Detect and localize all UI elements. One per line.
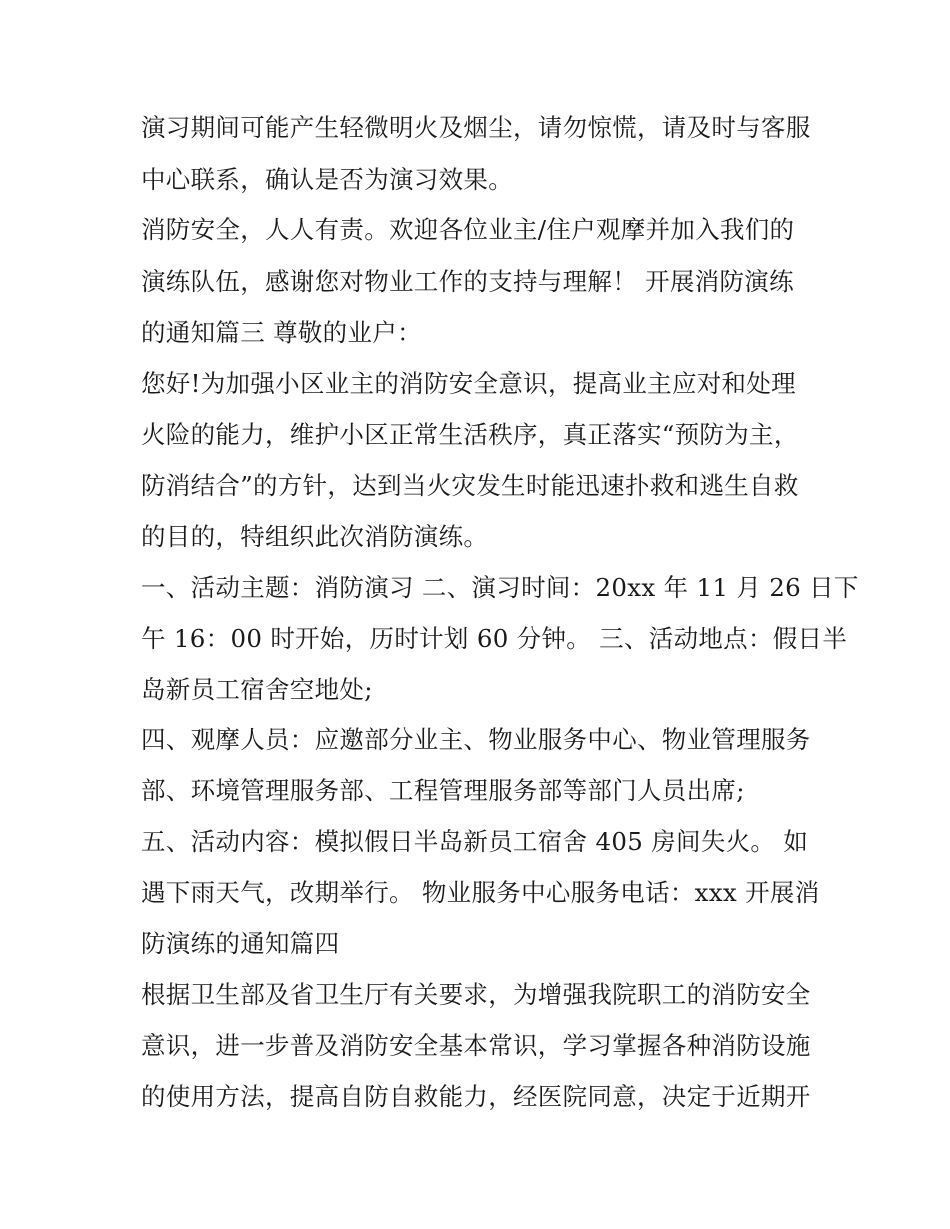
text-line: 的通知篇三 尊敬的业户：: [141, 318, 422, 347]
text-line: 遇下雨天气，改期举行。 物业服务中心服务电话：xxx 开展消: [141, 878, 820, 907]
text-line: 午 16：00 时开始，历时计划 60 分钟。 三、活动地点：假日半: [141, 624, 848, 653]
text-line: 中心联系，确认是否为演习效果。: [141, 165, 513, 194]
text-line: 防消结合”的方针，达到当火灾发生时能迅速扑救和逃生自救: [141, 471, 799, 500]
text-line: 防演练的通知篇四: [141, 929, 340, 958]
text-line: 演习期间可能产生轻微明火及烟尘，请勿惊慌，请及时与客服: [141, 113, 811, 142]
text-line: 部、环境管理服务部、工程管理服务部等部门人员出席;: [141, 776, 745, 805]
text-line: 岛新员工宿舍空地处;: [141, 675, 373, 704]
text-line: 根据卫生部及省卫生厅有关要求，为增强我院职工的消防安全: [141, 980, 811, 1009]
text-line: 四、观摩人员：应邀部分业主、物业服务中心、物业管理服务: [141, 725, 811, 754]
text-line: 您好!为加强小区业主的消防安全意识，提高业主应对和处理: [141, 369, 796, 398]
text-line: 意识，进一步普及消防安全基本常识，学习掌握各种消防设施: [141, 1031, 811, 1060]
text-line: 的目的，特组织此次消防演练。: [141, 522, 489, 551]
text-line: 火险的能力，维护小区正常生活秩序，真正落实“预防为主，: [141, 420, 799, 449]
text-line: 一、活动主题：消防演习 二、演习时间：20xx 年 11 月 26 日下: [141, 573, 859, 602]
text-line: 的使用方法，提高自防自救能力，经医院同意，决定于近期开: [141, 1082, 811, 1111]
text-line: 五、活动内容：模拟假日半岛新员工宿舍 405 房间失火。 如: [141, 827, 809, 856]
text-line: 消防安全，人人有责。欢迎各位业主/住户观摩并加入我们的: [141, 215, 795, 244]
text-line: 演练队伍，感谢您对物业工作的支持与理解！ 开展消防演练: [141, 267, 794, 296]
